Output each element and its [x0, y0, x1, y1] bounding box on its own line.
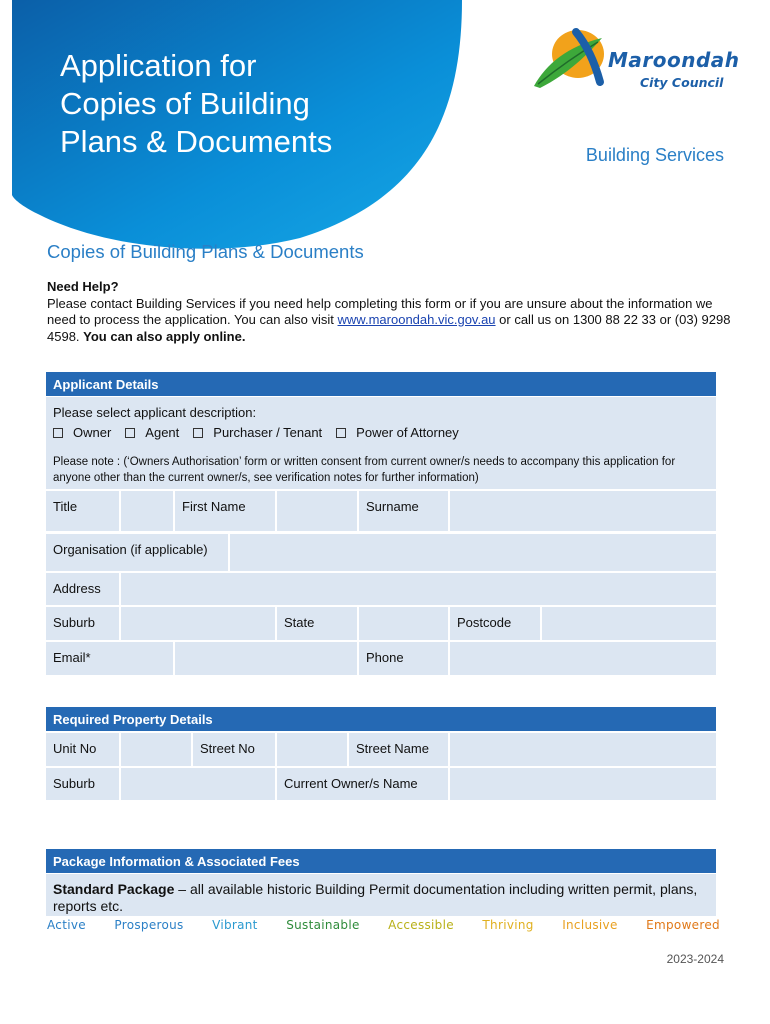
option-owner[interactable]	[53, 425, 111, 441]
form-year: 2023-2024	[666, 952, 724, 966]
first-name-label: First Name	[175, 491, 275, 531]
help-block	[47, 279, 737, 345]
option-label: Purchaser / Tenant	[213, 425, 323, 440]
package-description: – all available historic Building Permit documentation including written permit, plans, reports etc.	[53, 881, 698, 914]
value-sustainable: Sustainable	[286, 918, 360, 932]
option-label: Owner	[73, 425, 112, 440]
title-line: Plans & Documents	[60, 124, 333, 159]
postcode-field[interactable]	[542, 607, 716, 640]
postcode-label: Postcode	[450, 607, 540, 640]
first-name-field[interactable]	[277, 491, 357, 531]
owner-name-label: Current Owner/s Name	[277, 768, 448, 800]
applicant-prompt: Please select applicant description:	[53, 405, 257, 420]
checkbox-icon[interactable]	[53, 428, 63, 438]
owner-name-field[interactable]	[450, 768, 716, 800]
leaf-logo-icon	[528, 24, 618, 96]
applicant-description-block	[46, 397, 716, 489]
surname-field[interactable]	[450, 491, 716, 531]
title-label: Title	[46, 491, 119, 531]
page-title	[60, 47, 420, 161]
phone-field[interactable]	[450, 642, 716, 675]
value-active: Active	[47, 918, 86, 932]
website-link[interactable]: www.maroondah.vic.gov.au	[337, 312, 496, 327]
section-heading: Copies of Building Plans & Documents	[47, 241, 364, 262]
suburb-field[interactable]	[121, 607, 275, 640]
checkbox-icon[interactable]	[193, 428, 203, 438]
state-label: State	[277, 607, 357, 640]
council-logo	[528, 24, 740, 96]
phone-label: Phone	[359, 642, 448, 675]
option-purchaser-tenant[interactable]	[193, 425, 322, 441]
option-label: Agent	[145, 425, 180, 440]
authorisation-note: Please note : (‘Owners Authorisation’ form or written consent from current owner/s needs to accompany this application for anyone other than the current owner/s, see verification notes for further information)	[53, 456, 676, 484]
logo-subtitle: City Council	[640, 75, 724, 90]
help-text-2: or call us on 1300 88 22 33 or (03) 9298 4598.	[47, 312, 731, 344]
email-label: Email*	[46, 642, 173, 675]
standard-package-row	[46, 874, 716, 916]
value-empowered: Empowered	[646, 918, 720, 932]
package-name: Standard Package	[53, 881, 175, 897]
value-vibrant: Vibrant	[212, 918, 258, 932]
help-text: Please contact Building Services if you need help completing this form or if you are unsure about the information we need to process the application. You can also visit	[47, 295, 713, 327]
street-name-label: Street Name	[349, 733, 448, 766]
value-prosperous: Prosperous	[114, 918, 184, 932]
package-heading: Package Information & Associated Fees	[46, 849, 716, 873]
address-label: Address	[46, 573, 119, 605]
suburb-label: Suburb	[46, 607, 119, 640]
property-suburb-field[interactable]	[121, 768, 275, 800]
state-field[interactable]	[359, 607, 448, 640]
option-power-of-attorney[interactable]	[336, 425, 459, 441]
value-inclusive: Inclusive	[562, 918, 618, 932]
organisation-field[interactable]	[230, 534, 716, 571]
address-field[interactable]	[121, 573, 716, 605]
department-name: Building Services	[585, 145, 724, 165]
applicant-details-heading: Applicant Details	[46, 372, 716, 396]
value-thriving: Thriving	[482, 918, 534, 932]
logo-brand: Maroondah	[608, 48, 740, 72]
property-details-heading: Required Property Details	[46, 707, 716, 731]
council-values	[47, 918, 720, 932]
title-line: Application for	[60, 48, 257, 83]
street-no-label: Street No	[193, 733, 275, 766]
unit-no-field[interactable]	[121, 733, 191, 766]
option-label: Power of Attorney	[356, 425, 459, 440]
title-line: Copies of Building	[60, 86, 310, 121]
checkbox-icon[interactable]	[125, 428, 135, 438]
checkbox-icon[interactable]	[336, 428, 346, 438]
help-title: Need Help?	[47, 279, 119, 294]
unit-no-label: Unit No	[46, 733, 119, 766]
surname-label: Surname	[359, 491, 448, 531]
street-name-field[interactable]	[450, 733, 716, 766]
title-field[interactable]	[121, 491, 173, 531]
option-agent[interactable]	[125, 425, 179, 441]
organisation-label: Organisation (if applicable)	[46, 534, 228, 571]
email-field[interactable]	[175, 642, 357, 675]
apply-online-note: You can also apply online.	[83, 328, 246, 344]
value-accessible: Accessible	[388, 918, 454, 932]
street-no-field[interactable]	[277, 733, 347, 766]
applicant-options	[53, 425, 709, 441]
property-suburb-label: Suburb	[46, 768, 119, 800]
